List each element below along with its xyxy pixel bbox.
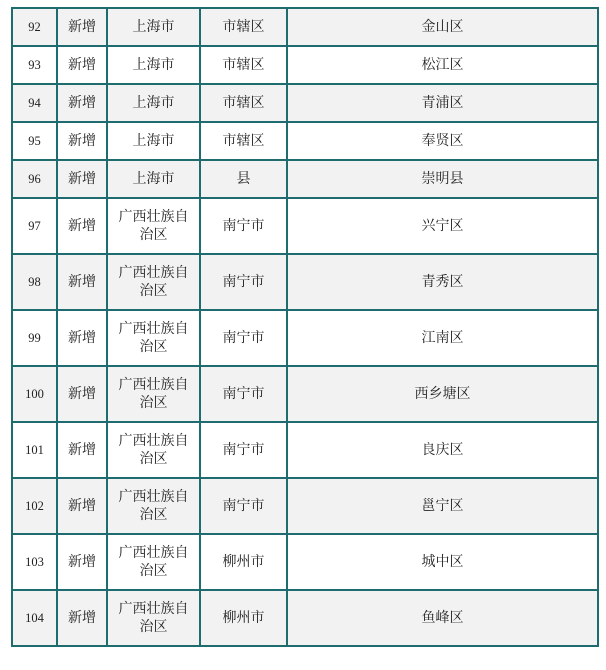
change-type: 新增	[57, 46, 107, 84]
change-type: 新增	[57, 84, 107, 122]
district: 兴宁区	[287, 198, 598, 254]
district: 江南区	[287, 310, 598, 366]
table-row	[12, 478, 598, 534]
city: 南宁市	[200, 478, 287, 534]
row-number: 101	[12, 422, 57, 478]
city: 市辖区	[200, 46, 287, 84]
change-type: 新增	[57, 478, 107, 534]
table-row	[12, 198, 598, 254]
province: 上海市	[107, 160, 200, 198]
row-number: 99	[12, 310, 57, 366]
row-number: 96	[12, 160, 57, 198]
table-row	[12, 84, 598, 122]
change-type: 新增	[57, 534, 107, 590]
change-type: 新增	[57, 122, 107, 160]
row-number: 94	[12, 84, 57, 122]
district: 鱼峰区	[287, 590, 598, 646]
row-number: 103	[12, 534, 57, 590]
province: 广西壮族自治区	[107, 198, 200, 254]
table-row	[12, 254, 598, 310]
row-number: 92	[12, 8, 57, 46]
province: 广西壮族自治区	[107, 254, 200, 310]
row-number: 104	[12, 590, 57, 646]
table-row	[12, 590, 598, 646]
row-number: 98	[12, 254, 57, 310]
city: 南宁市	[200, 422, 287, 478]
region-table-body	[12, 8, 598, 646]
table-row	[12, 310, 598, 366]
table-row	[12, 366, 598, 422]
province: 广西壮族自治区	[107, 590, 200, 646]
table-row	[12, 122, 598, 160]
district: 良庆区	[287, 422, 598, 478]
city: 柳州市	[200, 534, 287, 590]
province: 广西壮族自治区	[107, 534, 200, 590]
city: 市辖区	[200, 8, 287, 46]
city: 柳州市	[200, 590, 287, 646]
province: 上海市	[107, 46, 200, 84]
province: 上海市	[107, 8, 200, 46]
city: 市辖区	[200, 84, 287, 122]
city: 南宁市	[200, 366, 287, 422]
district: 青浦区	[287, 84, 598, 122]
table-row	[12, 46, 598, 84]
district: 崇明县	[287, 160, 598, 198]
district: 西乡塘区	[287, 366, 598, 422]
change-type: 新增	[57, 422, 107, 478]
city: 南宁市	[200, 254, 287, 310]
province: 广西壮族自治区	[107, 422, 200, 478]
province: 广西壮族自治区	[107, 310, 200, 366]
province: 上海市	[107, 122, 200, 160]
change-type: 新增	[57, 198, 107, 254]
province: 上海市	[107, 84, 200, 122]
district: 金山区	[287, 8, 598, 46]
change-type: 新增	[57, 8, 107, 46]
city: 县	[200, 160, 287, 198]
row-number: 97	[12, 198, 57, 254]
row-number: 93	[12, 46, 57, 84]
change-type: 新增	[57, 254, 107, 310]
region-table-container	[11, 7, 597, 647]
row-number: 102	[12, 478, 57, 534]
change-type: 新增	[57, 590, 107, 646]
table-row	[12, 534, 598, 590]
district: 奉贤区	[287, 122, 598, 160]
change-type: 新增	[57, 160, 107, 198]
city: 南宁市	[200, 198, 287, 254]
table-row	[12, 8, 598, 46]
province: 广西壮族自治区	[107, 366, 200, 422]
table-row	[12, 160, 598, 198]
district: 松江区	[287, 46, 598, 84]
table-row	[12, 422, 598, 478]
row-number: 100	[12, 366, 57, 422]
change-type: 新增	[57, 366, 107, 422]
region-table	[11, 7, 599, 647]
district: 邕宁区	[287, 478, 598, 534]
district: 城中区	[287, 534, 598, 590]
province: 广西壮族自治区	[107, 478, 200, 534]
change-type: 新增	[57, 310, 107, 366]
district: 青秀区	[287, 254, 598, 310]
city: 市辖区	[200, 122, 287, 160]
city: 南宁市	[200, 310, 287, 366]
row-number: 95	[12, 122, 57, 160]
